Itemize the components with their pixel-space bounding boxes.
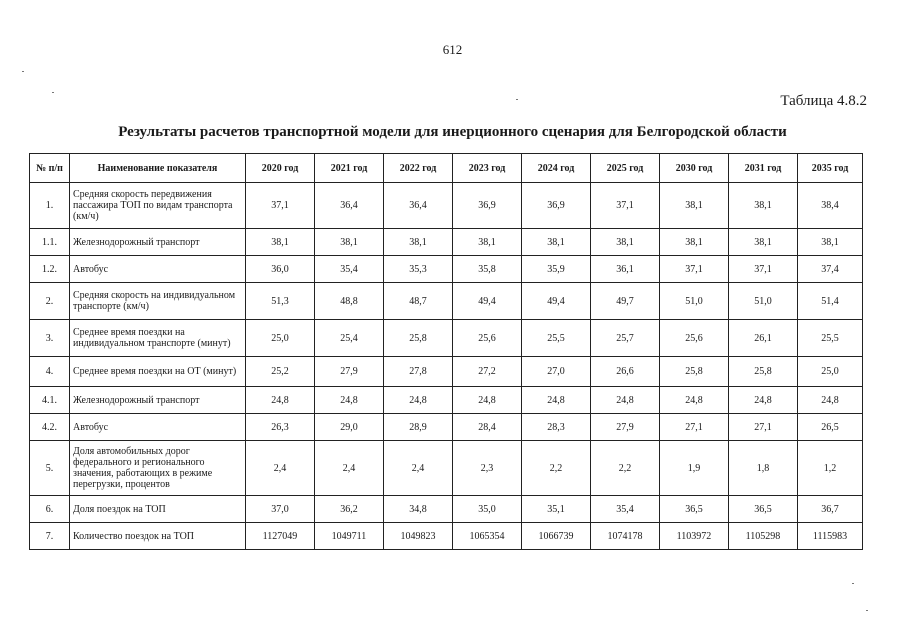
header-year: 2030 год	[660, 154, 729, 183]
value-cell: 37,0	[246, 496, 315, 523]
scan-speck	[852, 583, 854, 584]
indicator-name: Автобус	[70, 256, 246, 283]
value-cell: 25,6	[660, 320, 729, 357]
value-cell: 24,8	[246, 387, 315, 414]
value-cell: 2,2	[522, 441, 591, 496]
header-year: 2024 год	[522, 154, 591, 183]
value-cell: 49,4	[522, 283, 591, 320]
value-cell: 1,2	[798, 441, 863, 496]
table-row	[30, 441, 863, 496]
indicator-name: Средняя скорость на индивидуальном транспорте (км/ч)	[70, 283, 246, 320]
value-cell: 48,8	[315, 283, 384, 320]
value-cell: 2,4	[384, 441, 453, 496]
value-cell: 27,2	[453, 357, 522, 387]
value-cell: 25,7	[591, 320, 660, 357]
table-label: Таблица 4.8.2	[780, 93, 867, 109]
header-year: 2021 год	[315, 154, 384, 183]
table-row	[30, 357, 863, 387]
value-cell: 25,8	[729, 357, 798, 387]
value-cell: 37,1	[729, 256, 798, 283]
value-cell: 38,1	[729, 229, 798, 256]
value-cell: 48,7	[384, 283, 453, 320]
row-number: 5.	[30, 441, 70, 496]
value-cell: 1049823	[384, 523, 453, 550]
table-row	[30, 387, 863, 414]
value-cell: 36,1	[591, 256, 660, 283]
value-cell: 35,4	[591, 496, 660, 523]
header-row	[30, 154, 863, 183]
header-year: 2020 год	[246, 154, 315, 183]
value-cell: 38,1	[384, 229, 453, 256]
header-year: 2023 год	[453, 154, 522, 183]
value-cell: 2,2	[591, 441, 660, 496]
value-cell: 27,1	[729, 414, 798, 441]
row-number: 1.1.	[30, 229, 70, 256]
value-cell: 36,4	[384, 183, 453, 229]
table-row	[30, 283, 863, 320]
value-cell: 28,4	[453, 414, 522, 441]
row-number: 4.2.	[30, 414, 70, 441]
header-year: 2025 год	[591, 154, 660, 183]
value-cell: 38,1	[729, 183, 798, 229]
results-table	[29, 153, 863, 550]
value-cell: 36,9	[522, 183, 591, 229]
value-cell: 51,3	[246, 283, 315, 320]
value-cell: 51,0	[660, 283, 729, 320]
value-cell: 38,1	[315, 229, 384, 256]
value-cell: 2,4	[246, 441, 315, 496]
value-cell: 25,2	[246, 357, 315, 387]
value-cell: 26,6	[591, 357, 660, 387]
header-indicator: Наименование показателя	[70, 154, 246, 183]
scan-speck	[516, 99, 518, 100]
value-cell: 24,8	[591, 387, 660, 414]
value-cell: 24,8	[384, 387, 453, 414]
value-cell: 36,5	[729, 496, 798, 523]
value-cell: 25,5	[798, 320, 863, 357]
value-cell: 24,8	[798, 387, 863, 414]
value-cell: 1,8	[729, 441, 798, 496]
value-cell: 49,4	[453, 283, 522, 320]
value-cell: 24,8	[660, 387, 729, 414]
header-year: 2031 год	[729, 154, 798, 183]
value-cell: 38,1	[246, 229, 315, 256]
value-cell: 1049711	[315, 523, 384, 550]
value-cell: 1,9	[660, 441, 729, 496]
page-number: 612	[442, 42, 463, 57]
indicator-name: Автобус	[70, 414, 246, 441]
indicator-name: Количество поездок на ТОП	[70, 523, 246, 550]
value-cell: 35,3	[384, 256, 453, 283]
value-cell: 1103972	[660, 523, 729, 550]
value-cell: 26,5	[798, 414, 863, 441]
value-cell: 35,8	[453, 256, 522, 283]
value-cell: 27,8	[384, 357, 453, 387]
value-cell: 38,1	[798, 229, 863, 256]
indicator-name: Средняя скорость передвижения пассажира ТОП по видам транспорта (км/ч)	[70, 183, 246, 229]
value-cell: 28,3	[522, 414, 591, 441]
value-cell: 1065354	[453, 523, 522, 550]
value-cell: 2,4	[315, 441, 384, 496]
value-cell: 1066739	[522, 523, 591, 550]
value-cell: 38,1	[591, 229, 660, 256]
value-cell: 35,0	[453, 496, 522, 523]
table-row	[30, 256, 863, 283]
value-cell: 27,9	[591, 414, 660, 441]
value-cell: 27,9	[315, 357, 384, 387]
header-year: 2022 год	[384, 154, 453, 183]
header-num: № п/п	[30, 154, 70, 183]
value-cell: 26,1	[729, 320, 798, 357]
indicator-name: Железнодорожный транспорт	[70, 229, 246, 256]
row-number: 2.	[30, 283, 70, 320]
value-cell: 26,3	[246, 414, 315, 441]
value-cell: 25,0	[246, 320, 315, 357]
value-cell: 37,1	[660, 256, 729, 283]
value-cell: 24,8	[315, 387, 384, 414]
scan-speck	[22, 71, 24, 72]
table-row	[30, 320, 863, 357]
value-cell: 38,1	[660, 183, 729, 229]
row-number: 6.	[30, 496, 70, 523]
value-cell: 36,7	[798, 496, 863, 523]
row-number: 3.	[30, 320, 70, 357]
value-cell: 28,9	[384, 414, 453, 441]
indicator-name: Доля автомобильных дорог федерального и регионального значения, работающих в режиме перегрузки, процентов	[70, 441, 246, 496]
value-cell: 36,4	[315, 183, 384, 229]
value-cell: 35,1	[522, 496, 591, 523]
value-cell: 1074178	[591, 523, 660, 550]
value-cell: 38,1	[522, 229, 591, 256]
value-cell: 36,5	[660, 496, 729, 523]
scan-speck	[52, 92, 54, 93]
row-number: 4.	[30, 357, 70, 387]
scan-speck	[866, 610, 868, 611]
row-number: 4.1.	[30, 387, 70, 414]
value-cell: 1115983	[798, 523, 863, 550]
row-number: 7.	[30, 523, 70, 550]
indicator-name: Среднее время поездки на ОТ (минут)	[70, 357, 246, 387]
value-cell: 25,0	[798, 357, 863, 387]
value-cell: 36,0	[246, 256, 315, 283]
value-cell: 36,9	[453, 183, 522, 229]
value-cell: 49,7	[591, 283, 660, 320]
value-cell: 27,1	[660, 414, 729, 441]
value-cell: 25,4	[315, 320, 384, 357]
value-cell: 1105298	[729, 523, 798, 550]
row-number: 1.2.	[30, 256, 70, 283]
table-row	[30, 183, 863, 229]
value-cell: 29,0	[315, 414, 384, 441]
value-cell: 51,0	[729, 283, 798, 320]
value-cell: 24,8	[522, 387, 591, 414]
value-cell: 35,9	[522, 256, 591, 283]
value-cell: 25,6	[453, 320, 522, 357]
indicator-name: Доля поездок на ТОП	[70, 496, 246, 523]
value-cell: 25,8	[660, 357, 729, 387]
value-cell: 38,1	[453, 229, 522, 256]
value-cell: 34,8	[384, 496, 453, 523]
value-cell: 35,4	[315, 256, 384, 283]
row-number: 1.	[30, 183, 70, 229]
value-cell: 25,8	[384, 320, 453, 357]
value-cell: 37,1	[591, 183, 660, 229]
value-cell: 38,4	[798, 183, 863, 229]
value-cell: 37,4	[798, 256, 863, 283]
table-row	[30, 523, 863, 550]
document-title: Результаты расчетов транспортной модели для инерционного сценария для Белгородской области	[118, 124, 787, 140]
indicator-name: Железнодорожный транспорт	[70, 387, 246, 414]
value-cell: 25,5	[522, 320, 591, 357]
value-cell: 27,0	[522, 357, 591, 387]
value-cell: 24,8	[729, 387, 798, 414]
value-cell: 51,4	[798, 283, 863, 320]
value-cell: 37,1	[246, 183, 315, 229]
value-cell: 24,8	[453, 387, 522, 414]
table-row	[30, 229, 863, 256]
value-cell: 38,1	[660, 229, 729, 256]
header-year: 2035 год	[798, 154, 863, 183]
indicator-name: Среднее время поездки на индивидуальном транспорте (минут)	[70, 320, 246, 357]
table-body	[30, 183, 863, 550]
value-cell: 36,2	[315, 496, 384, 523]
table-row	[30, 414, 863, 441]
value-cell: 1127049	[246, 523, 315, 550]
table-row	[30, 496, 863, 523]
value-cell: 2,3	[453, 441, 522, 496]
